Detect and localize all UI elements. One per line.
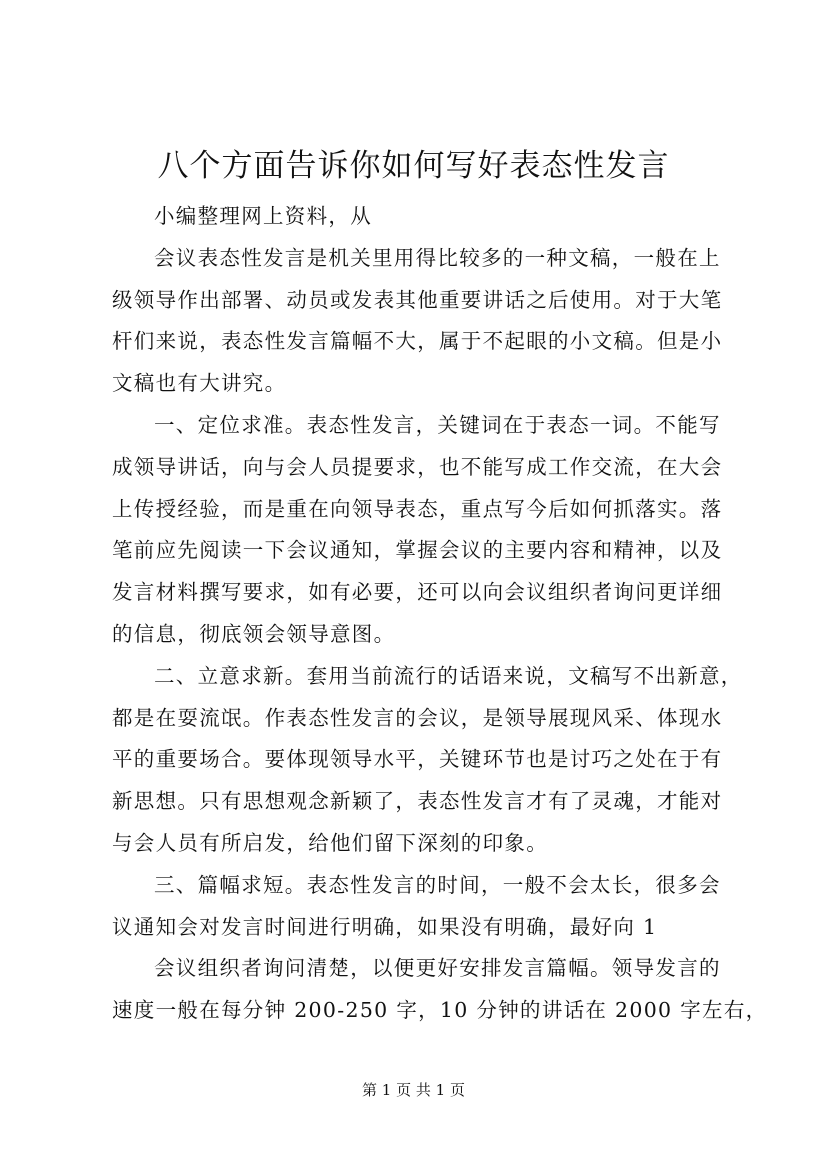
text-line: 笔前应先阅读一下会议通知，掌握会议的主要内容和精神，以及: [112, 538, 723, 563]
text-line: 二、立意求新。套用当前流行的话语来说，文稿写不出新意，: [154, 663, 743, 688]
document-body: [112, 196, 768, 1032]
text-line: 小编整理网上资料，从: [154, 204, 372, 228]
text-line: 杆们来说，表态性发言篇幅不大，属于不起眼的小文稿。但是小: [112, 329, 723, 354]
text-line: 平的重要场合。要体现领导水平，关键环节也是讨巧之处在于有: [112, 747, 723, 772]
text-line: 一、定位求准。表态性发言，关键词在于表态一词。不能写: [154, 412, 721, 437]
page-footer: 第 1 页 共 1 页: [362, 1081, 465, 1099]
text-line: 的信息，彻底领会领导意图。: [112, 621, 396, 646]
text-line: 与会人员有所启发，给他们留下深刻的印象。: [112, 830, 548, 855]
text-line: 三、篇幅求短。表态性发言的时间，一般不会太长，很多会: [154, 872, 721, 897]
text-line: 会议表态性发言是机关里用得比较多的一种文稿，一般在上: [154, 245, 721, 270]
text-line: 速度一般在每分钟 200-250 字，10 分钟的讲话在 2000 字左右，: [112, 998, 768, 1023]
text-line: 级领导作出部署、动员或发表其他重要讲话之后使用。对于大笔: [112, 287, 723, 312]
text-line: 上传授经验，而是重在向领导表态，重点写今后如何抓落实。落: [112, 496, 723, 521]
text-line: 成领导讲话，向与会人员提要求，也不能写成工作交流，在大会: [112, 454, 723, 479]
document-title: 八个方面告诉你如何写好表态性发言: [157, 148, 670, 184]
text-line: 新思想。只有思想观念新颖了，表态性发言才有了灵魂，才能对: [112, 789, 723, 814]
text-line: 议通知会对发言时间进行明确，如果没有明确，最好向 1: [112, 914, 658, 939]
text-line: 文稿也有大讲究。: [112, 371, 287, 396]
text-line: 都是在耍流氓。作表态性发言的会议，是领导展现风采、体现水: [112, 705, 723, 730]
text-line: 发言材料撰写要求，如有必要，还可以向会议组织者询问更详细: [112, 580, 723, 605]
text-line: 会议组织者询问清楚，以便更好安排发言篇幅。领导发言的: [154, 956, 721, 981]
